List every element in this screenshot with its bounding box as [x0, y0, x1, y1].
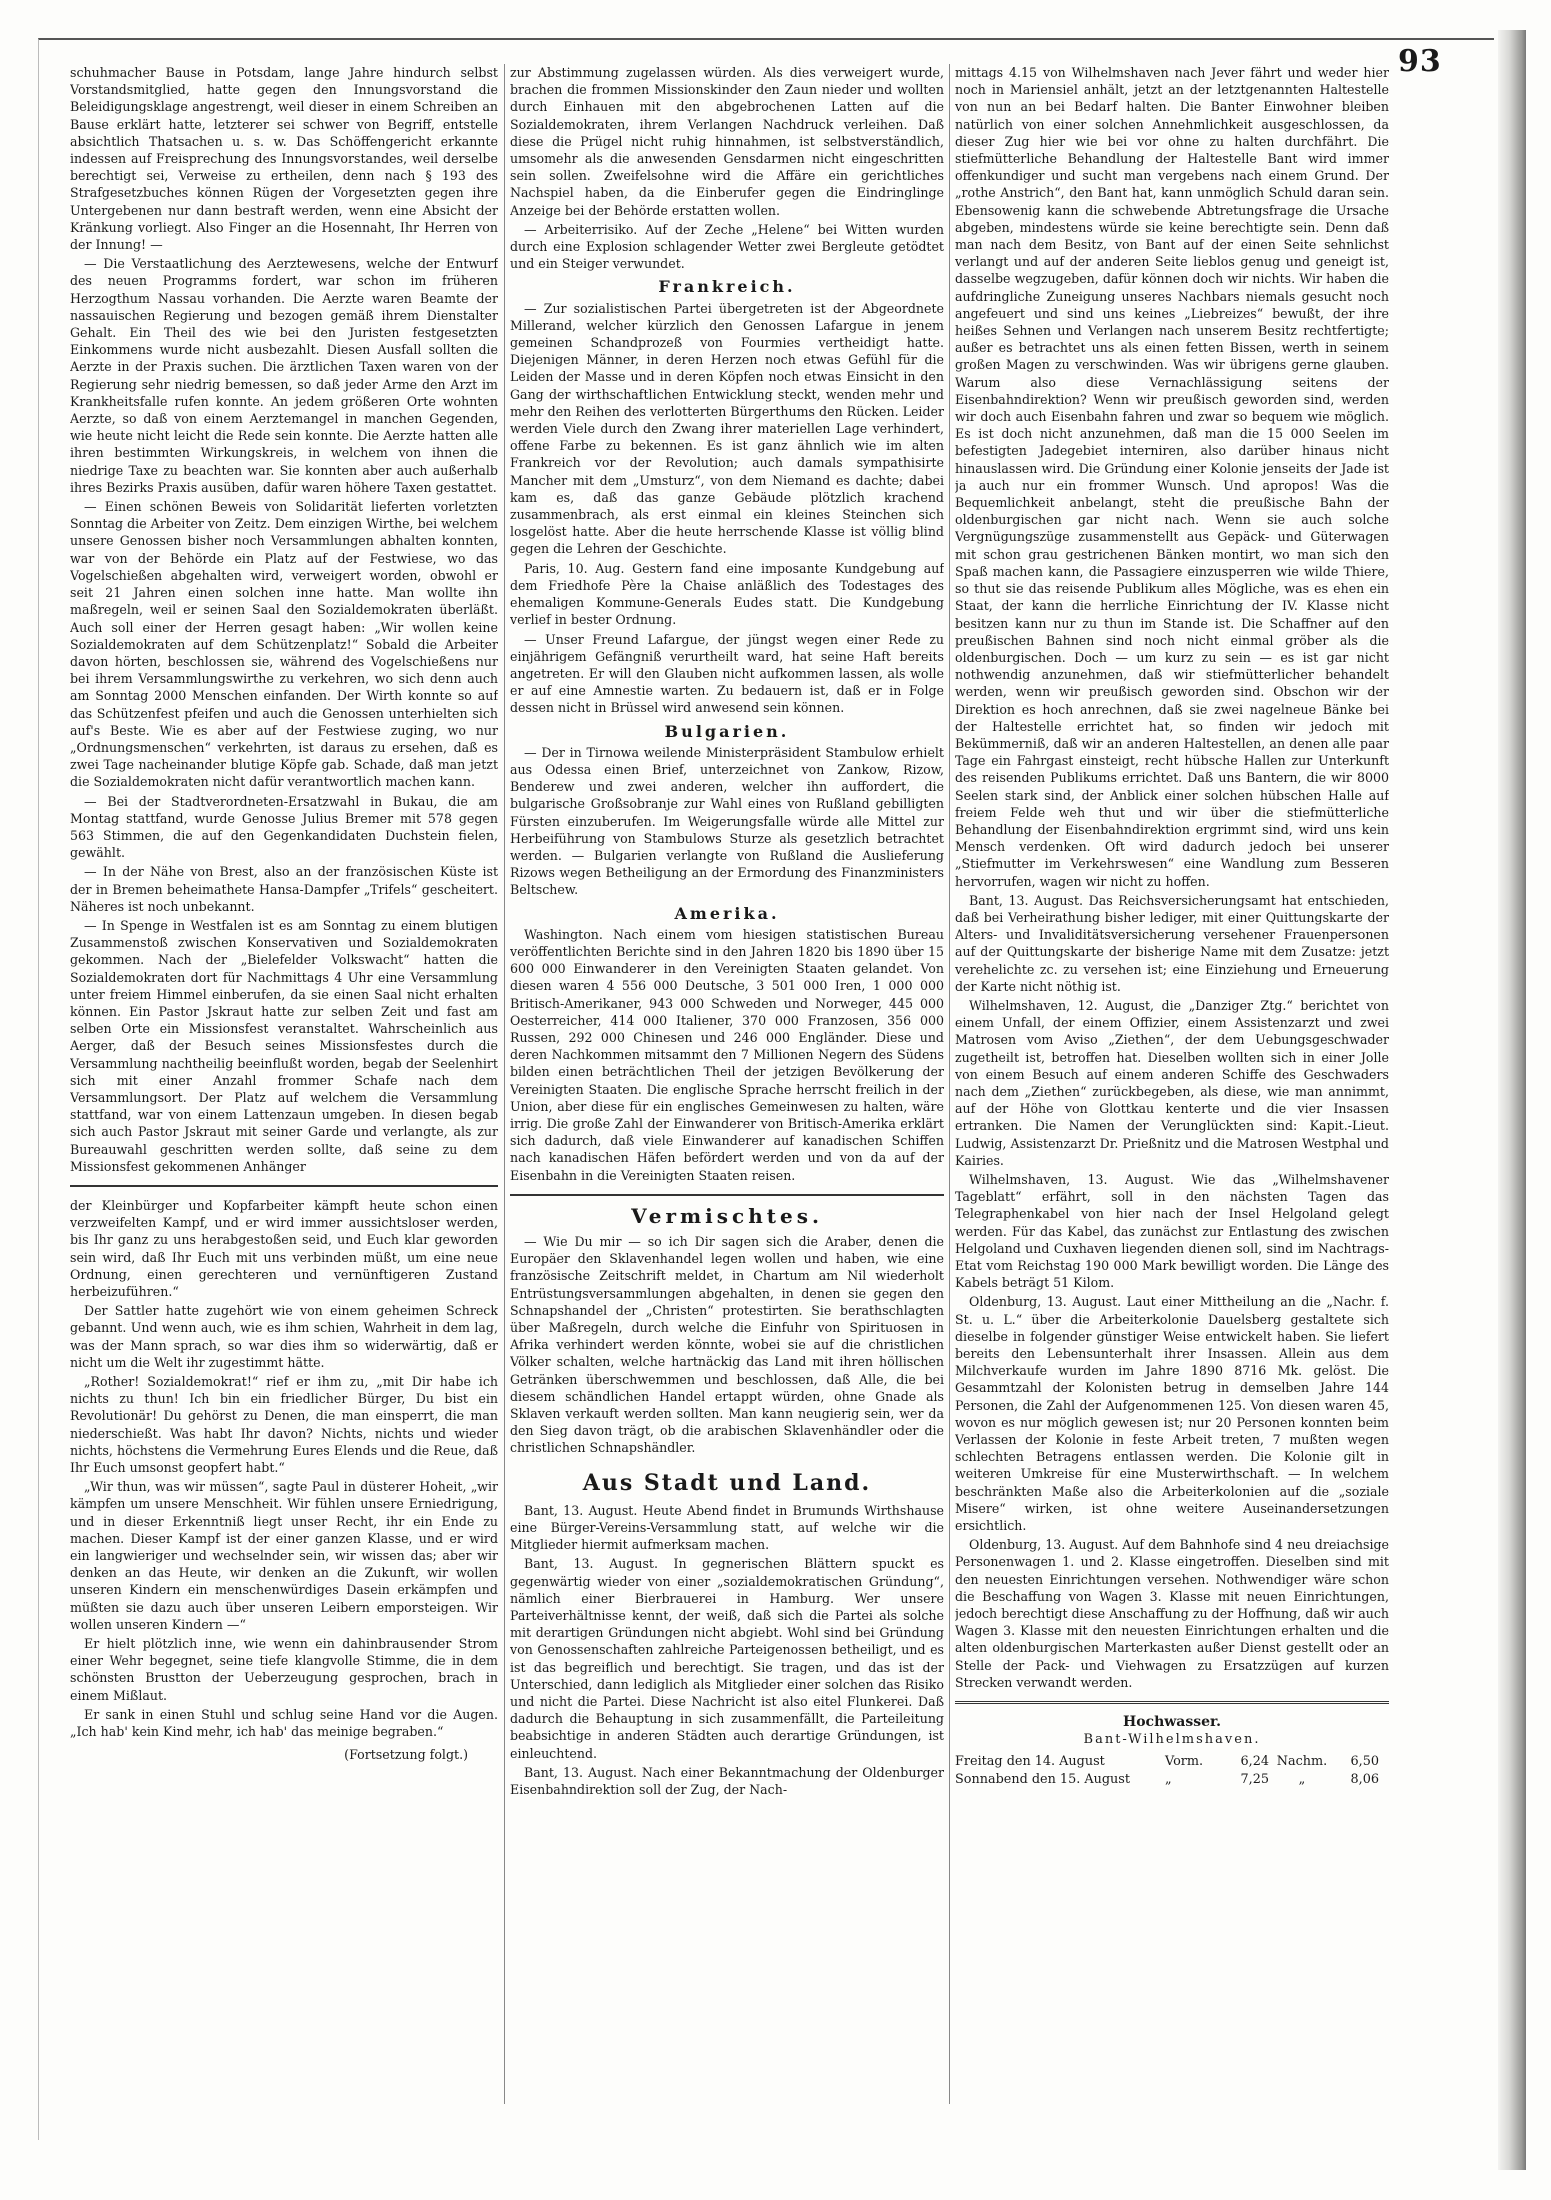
- tide-title: Hochwasser.: [1122, 1714, 1222, 1731]
- tide-nachm-time: 8,06: [1350, 1771, 1379, 1787]
- article-paragraph: — Arbeiterrisiko. Auf der Zeche „Helene“ bei Witten wurden durch eine Explosion schlagender Wetter zwei Bergleute getödtet und ein Steiger verwundet.: [510, 221, 944, 272]
- article-paragraph: — Zur sozialistischen Partei übergetreten ist der Abgeordnete Millerand, welcher kürzlich den Genossen Lafargue in jenem gemeinen Schandprozeß von Fourmies vertheidigt hatte. Diejenigen Männer, in deren Herzen noch etwas Gefühl für die Leiden der Masse und in deren Köpfen noch etwas Einsicht in den Gang der wirthschaftlichen Entwicklung steckt, wenden mehr und mehr den Reihen des verlotterten Bürgerthums den Rücken. Leider werden Viele durch den Zwang ihrer materiellen Lage verhindert, offene Farbe zu bekennen. Es ist ganz ähnlich wie im alten Frankreich vor der Revolution; auch damals sympathisirte Mancher mit dem „Umsturz“, von dem Niemand es dachte; dabei kam es, daß das ganze Gebäude plötzlich krachend zusammenbrach, als erst einmal ein kleines Steinchen sich losgelöst hatte. Aber die heute herrschende Klasse ist völlig blind gegen die Lehren der Geschichte.: [510, 300, 944, 557]
- tide-vorm-label: „: [1165, 1771, 1172, 1787]
- section-heading-frankreich: Frankreich.: [658, 277, 796, 297]
- article-paragraph: Wilhelmshaven, 12. August, die „Danziger Ztg.“ berichtet von einem Unfall, der einem Offizier, einem Assistenzarzt und zwei Matrosen vom Aviso „Ziethen“, der dem Uebungsgeschwader zugetheilt ist, betroffen hat. Dieselben wollten sich in einer Jolle von einem Besuch auf einem anderen Schiffe des Geschwaders nach dem „Ziethen“ zurückbegeben, als diese, wie man annimmt, auf der Höhe von Glottkau kenterte und die vier Insassen ertranken. Die Namen der Verunglückten sind: Kapit.-Lieut. Ludwig, Assistenzarzt Dr. Prießnitz und die Matrosen Westphal und Kairies.: [955, 997, 1389, 1168]
- article-paragraph: mittags 4.15 von Wilhelmshaven nach Jever fährt und weder hier noch in Mariensiel anhält, jetzt an der letztgenannten Haltestelle von nun an bei Bedarf halten. Die Banter Einwohner bleiben natürlich von einer solchen Annehmlichkeit ausgeschlossen, da dieser Zug hier wie bei vor ohne zu halten durchfährt. Die stiefmütterliche Behandlung der Haltestelle Bant wird immer offenkundiger und sucht man vergebens nach einem Grund. Der „rothe Anstrich“, den Bant hat, kann unmöglich Schuld daran sein. Ebensowenig kann die schwebende Abtretungsfrage die Ursache abgeben, mindestens würde sie keine berechtigte sein. Denn daß man nach dem Besitz, von Bant auf der einen Seite sehnlichst verlangt und auf der anderen Seite lieblos genug und geneigt ist, dasselbe wegzugeben, dafür können doch wir nichts. Wir haben die aufdringliche Zuneigung unseres Nachbars niemals gesucht noch angefeuert und sind uns keines „Liebreizes“ bewußt, der ihre heißes Sehnen und Verlangen nach unserem Besitz rechtfertigte; außer es betrachtet uns als einen fetten Bissen, werth in seinem großen Magen zu verschwinden. Was wir übrigens gerne glauben. Warum also diese Vernachlässigung seitens der Eisenbahndirektion? Wenn wir preußisch geworden sind, werden wir doch auch Eisenbahn fahren und zwar so bequem wie möglich. Es ist doch nicht anzunehmen, daß man die 15 000 Seelen im befestigten Jadegebiet interniren, also darüber hinaus nicht hinauslassen wird. Die Gründung einer Kolonie jenseits der Jade ist ja auch nur ein frommer Wunsch. Und apropos! Was die Bequemlichkeit anbelangt, steht die preußische Bahn der oldenburgischen gar nicht nach. Wenn sie auch solche Vergnügungszüge zusammenstellt aus Gepäck- und Güterwagen mit schon grau gestrichenen Bänken montirt, wo man sich den Spaß machen kann, die Passagiere einzusperren wie wilde Thiere, so thut sie das reisende Publikum alles Mögliche, was es ehen ein Staat, der kann die herrliche Einrichtung der IV. Klasse nicht besitzen kann nur zu thun im Stande ist. Die Schaffner auf den preußischen Bahnen sind noch nicht einmal gröber als die oldenburgischen. Doch — um kurz zu sein — es ist gar nicht nothwendig anzunehmen, daß wir stiefmütterlicher behandelt werden, wenn wir preußisch geworden sind. Obschon wir der Direktion es hoch anrechnen, daß sie zwei nagelneue Bänke bei der Haltestelle errichtet hat, so finden wir jedoch mit Bekümmerniß, daß wir an anderen Haltestellen, an denen alle paar Tage ein Fahrgast einsteigt, recht hübsche Hallen zur Unterkunft des reisenden Publikums errichtet. Daß uns Bantern, die wir 8000 Seelen stark sind, der Anblick einer solchen hübschen Halle auf freiem Felde weh thut und wir über die stiefmütterliche Behandlung der Eisenbahndirektion ergrimmt sind, wird uns kein Mensch verdenken. Oft wird dadurch jedoch bei unserer „Stiefmutter im Verkehrswesen“ eine Wandlung zum Besseren hervorrufen, wagen wir nicht zu hoffen.: [955, 65, 1389, 889]
- tide-row: [955, 1771, 1389, 1789]
- article-paragraph: — In Spenge in Westfalen ist es am Sonntag zu einem blutigen Zusammenstoß zwischen Konservativen und Sozialdemokraten gekommen. Nach der „Bielefelder Volkswacht“ hatten die Sozialdemokraten dort für Nachmittags 4 Uhr eine Versammlung unter freiem Himmel einberufen, da sie einen Saal nicht erhalten können. Ein Pastor Jskraut hatte zur selben Zeit und fast am selben Orte ein Missionsfest veranstaltet. Wahrscheinlich aus Aerger, daß der Besuch seines Missionsfestes durch die Versammlung nachtheilig beeinflußt worden, begab der Seelenhirt sich mit einer Anzahl frommer Schafe nach dem Versammlungsort. Der Platz auf welchem die Versammlung stattfand, war von einem Lattenzaun umgeben. In diesen begab sich auch Pastor Jskraut mit seiner Garde und verlangte, als zur Bureauwahl geschritten werden sollte, daß seine zu dem Missionsfest gekommenen Anhänger: [70, 917, 498, 1174]
- tide-vorm-time: 7,25: [1240, 1771, 1269, 1787]
- article-paragraph: — Bei der Stadtverordneten-Ersatzwahl in Bukau, die am Montag stattfand, wurde Genosse Julius Bremer mit 578 gegen 563 Stimmen, die auf den Gegenkandidaten Duchstein fielen, gewählt.: [70, 793, 498, 861]
- feuilleton-paragraph: Er sank in einen Stuhl und schlug seine Hand vor die Augen. „Ich hab' kein Kind mehr, ich hab' das meinige begraben.“: [70, 1706, 498, 1740]
- article-paragraph: — Unser Freund Lafargue, der jüngst wegen einer Rede zu einjährigem Gefängniß verurtheilt ward, hat seine Haft bereits angetreten. Er will den Glauben nicht aufkommen lassen, als wolle er auf eine Amnestie warten. Zu bedauern ist, daß er in Folge dessen nicht in Brüssel wird anwesend sein können.: [510, 631, 944, 716]
- column-rule-2: [949, 64, 950, 2104]
- article-paragraph: Bant, 13. August. Das Reichsversicherungsamt hat entschieden, daß bei Verheirathung bisher lediger, mit einer Quittungskarte der Alters- und Invaliditätsversicherung versehener Frauenpersonen auf der Quittungskarte der bisherige Name mit dem Zusatze: jetzt verehelichte zc. zu versehen ist; eine Einziehung und Erneuerung der Karte nicht nöthig ist.: [955, 892, 1389, 994]
- column-3: [955, 64, 1389, 2114]
- article-paragraph: zur Abstimmung zugelassen würden. Als dies verweigert wurde, brachen die frommen Missionskinder den Zaun nieder und wollten durch Einhauen mit den abgebrochenen Latten auf die Sozialdemokraten, ihrem Verlangen Nachdruck verleihen. Daß diese die Prügel nicht ruhig hinnahmen, ist selbstverständlich, umsomehr als die anwesenden Gensdarmen nicht eingeschritten sein sollen. Zweifelsohne wird die Affäre ein gerichtliches Nachspiel haben, da die Einberufer gegen die Eindringlinge Anzeige bei der Behörde erstatten wollen.: [510, 65, 944, 218]
- tide-table: [955, 1714, 1389, 1788]
- tide-day: Sonnabend den 15. August: [955, 1771, 1130, 1787]
- tide-nachm-label: „: [1298, 1771, 1306, 1787]
- article-paragraph: Washington. Nach einem vom hiesigen statistischen Bureau veröffentlichten Berichte sind in den Jahren 1820 bis 1890 über 15 600 000 Einwanderer in den Vereinigten Staaten gelandet. Von diesen waren 4 556 000 Deutsche, 3 501 000 Iren, 1 000 000 Britisch-Amerikaner, 943 000 Schweden und Norweger, 445 000 Oesterreicher, 414 000 Italiener, 370 000 Franzosen, 356 000 Russen, 292 000 Chinesen und 246 000 Engländer. Diese und deren Nachkommen mitsammt den 7 Millionen Negern des Südens bilden einen beträchtlichen Theil der jetzigen Bevölkerung der Vereinigten Staaten. Die englische Sprache herrscht freilich in der Union, aber diese für ein englisches Gemeinwesen zu halten, wäre irrig. Die große Zahl der Einwanderer von Britisch-Amerika erklärt sich dadurch, daß viele Einwanderer auf kanadischen Schiffen nach kanadischen Häfen befördert werden und von da auf der Eisenbahn in die Vereinigten Staaten reisen.: [510, 926, 944, 1183]
- article-paragraph: schuhmacher Bause in Potsdam, lange Jahre hindurch selbst Vorstandsmitglied, hatte gegen den Innungsvorstand die Beleidigungsklage angestrengt, weil dieser in einem Schreiben an Bause erklärt hatte, letzterer sei schwer von Begriff, entstelle absichtlich Thatsachen u. s. w. Das Schöffengericht erkannte indessen auf Freisprechung des Innungsvorstandes, weil derselbe berechtigt sei, Verweise zu ertheilen, denn nach § 193 des Strafgesetzbuches können Rügen der Vorgesetzten gegen ihre Untergebenen nur dann bestraft werden, wenn eine Absicht der Kränkung vorliegt. Also Finger an die Hosennaht, Ihr Herren von der Innung! —: [70, 65, 498, 253]
- feuilleton-paragraph: der Kleinbürger und Kopfarbeiter kämpft heute schon einen verzweifelten Kampf, und er wird immer aussichtsloser werden, bis Ihr ganz zu uns herabgestoßen seid, und Euch klar geworden sein wird, daß Ihr Euch mit uns verbinden müßt, um eine neue Ordnung, einen gerechteren und vernünftigeren Zustand herbeizuführen.“: [70, 1198, 498, 1300]
- feuilleton-paragraph: Er hielt plötzlich inne, wie wenn ein dahinbrausender Strom einer Wehr begegnet, seine tiefe klangvolle Stimme, die in dem schönsten Brustton der Ueberzeugung gesprochen, brach in einem Mißlaut.: [70, 1636, 498, 1703]
- binding-spine: [1498, 30, 1526, 2170]
- section-heading-bulgarien: Bulgarien.: [664, 721, 790, 741]
- article-paragraph: — Der in Tirnowa weilende Ministerpräsident Stambulow erhielt aus Odessa einen Brief, unterzeichnet von Zankow, Rizow, Benderew und zwei anderen, welcher ihn auffordert, die bulgarische Großsobranje zur Wahl eines von Rußland gebilligten Fürsten einzuberufen. Im Weigerungsfalle würde alle Mittel zur Herbeiführung von Stambulows Sturze als gesetzlich betrachtet werden. — Bulgarien verlangte von Rußland die Auslieferung Rizows wegen Betheiligung an der Ermordung des Finanzministers Beltschew.: [510, 744, 944, 898]
- feuilleton-divider: [70, 1185, 498, 1187]
- column-1: [70, 64, 498, 2114]
- tide-vorm-label: Vorm.: [1165, 1753, 1204, 1769]
- article-paragraph: Wilhelmshaven, 13. August. Wie das „Wilhelmshavener Tageblatt“ erfährt, soll in den nächsten Tagen das Telegraphenkabel von hier nach der Insel Helgoland gelegt werden. Für das Kabel, das zunächst zur Entlastung des zwischen Helgoland und Cuxhaven liegenden dienen soll, sind im Nachtrags-Etat vom Reichstag 190 000 Mark bewilligt worden. Die Länge des Kabels beträgt 51 Kilom.: [955, 1172, 1389, 1291]
- section-heading-vermischtes: Vermischtes.: [631, 1203, 823, 1228]
- article-paragraph: Oldenburg, 13. August. Auf dem Bahnhofe sind 4 neu dreiachsige Personenwagen 1. und 2. Klasse eingetroffen. Dieselben sind mit den neuesten Einrichtungen versehen. Nothwendiger wäre schon die Beschaffung von Wagen 3. Klasse mit neuen Einrichtungen, jedoch berechtigt diese Anschaffung zu der Hoffnung, daß wir auch Wagen 3. Klasse mit den neuesten Einrichtungen erhalten und die alten oldenburgischen Marterkasten außer Dienst gestellt oder an Stelle der Pack- und Viehwagen zu Ersatzzügen auf kurzen Strecken verwandt werden.: [955, 1537, 1389, 1690]
- tide-table-divider: [955, 1701, 1389, 1704]
- article-paragraph: Bant, 13. August. Heute Abend findet in Brumunds Wirthshause eine Bürger-Vereins-Versammlung statt, auf welche wir die Mitglieder hiermit aufmerksam machen.: [510, 1502, 944, 1553]
- article-paragraph: Bant, 13. August. Nach einer Bekanntmachung der Oldenburger Eisenbahndirektion soll der Zug, der Nach-: [510, 1764, 944, 1798]
- article-paragraph: Oldenburg, 13. August. Laut einer Mittheilung an die „Nachr. f. St. u. L.“ über die Arbeiterkolonie Dauelsberg gestaltete sich dieselbe in folgender günstiger Weise entwickelt haben. Sie liefert bereits den Lebensunterhalt ihrer Insassen. Allein aus dem Milchverkaufe wurden im Jahre 1890 8716 Mk. gelöst. Die Gesammtzahl der Kolonisten betrug in demselben Jahre 144 Personen, die Zahl der Aufgenommenen 125. Von diesen waren 45, wovon es nur möglich gewesen ist; nur 20 Personen konnten beim Verlassen der Kolonie in feste Arbeit treten, 7 mußten wegen schlechten Betragens entlassen werden. Die Kolonie gilt in weiteren Umkreise für eine Musterwirthschaft. — In welchem beschränkten Maße also die Arbeiterkolonien auf die „soziale Misere“ wirken, ist ohne weitere Auseinandersetzungen ersichtlich.: [955, 1294, 1389, 1534]
- column-2: [510, 64, 944, 2114]
- feuilleton-paragraph: „Wir thun, was wir müssen“, sagte Paul in düsterer Hoheit, „wir kämpfen um unsere Menschheit. Wir fühlen unsere Erniedrigung, und in dieser Erkenntniß liegt unser Recht, ihr ein Ende zu machen. Dieser Kampf ist der einer ganzen Klasse, und er wird ein langwieriger und wechselnder sein, wir wissen das; aber wir denken an das Heute, wir denken an die Zukunft, wir wollen unseren Kindern ein menschenwürdiges Dasein erkämpfen und müßten sie dazu auch über unseren Leibern emporsteigen. Wir wollen unseren Kindern —“: [70, 1479, 498, 1632]
- feuilleton-paragraph: Der Sattler hatte zugehört wie von einem geheimen Schreck gebannt. Und wenn auch, wie es ihm schien, Wahrheit in dem lag, was der Mann sprach, so war dies ihm so widerwärtig, daß er nicht um die Welt ihr zugestimmt hätte.: [70, 1303, 498, 1370]
- article-paragraph: — Einen schönen Beweis von Solidarität lieferten vorletzten Sonntag die Arbeiter von Zeitz. Dem einzigen Wirthe, bei welchem unsere Genossen bisher noch Versammlungen abhalten konnten, war von der Behörde ein Platz auf der Festwiese, wo das Vogelschießen abgehalten wird, verweigert worden, obwohl er seit 21 Jahren einen solchen inne hatte. Man wollte ihn maßregeln, weil er seinen Saal den Sozialdemokraten überläßt. Auch soll einer der Herren gesagt haben: „Wir wollen keine Sozialdemokraten auf dem Schützenplatz!“ Sobald die Arbeiter davon hörten, beschlossen sie, während des Vogelschießens nur bei ihrem Versammlungswirthe zu verkehren, wo sich denn auch am Sonntag 2000 Menschen einfanden. Der Wirth konnte so auf das Schützenfest pfeifen und auch die Genossen unterhielten sich auf's Beste. Wie es aber auf der Festwiese zuging, wo nur „Ordnungsmenschen“ verkehrten, ist daraus zu ersehen, daß es zwei Tage nacheinander blutige Köpfe gab. Schade, daß man jetzt die Sozialdemokraten nicht dafür verantwortlich machen kann.: [70, 499, 498, 790]
- tide-nachm-label: Nachm.: [1276, 1753, 1328, 1769]
- tide-nachm-time: 6,50: [1350, 1753, 1379, 1769]
- continuation-note: (Fortsetzung folgt.): [344, 1747, 468, 1763]
- tide-vorm-time: 6,24: [1240, 1753, 1269, 1769]
- article-paragraph: Bant, 13. August. In gegnerischen Blättern spuckt es gegenwärtig wieder von einer „sozialdemokratischen Gründung“, nämlich einer Bierbrauerei in Hamburg. Wer unsere Parteiverhältnisse kennt, der weiß, daß sich die Partei als solche mit derartigen Gründungen nicht abgiebt. Wohl sind bei Gründung von Genossenschaften zahlreiche Parteigenossen betheiligt, und es ist das begreiflich und berechtigt. Sie tragen, und das ist der Unterschied, dann lediglich als Mitglieder einer solchen das Risiko und nicht die Partei. Diese Nachricht ist also eitel Flunkerei. Daß dadurch die Behauptung in sich zusammenfällt, die Parteileitung beabsichtige in anderen Städten auch derartige Gründungen, ist einleuchtend.: [510, 1556, 944, 1761]
- page-number: 93: [1398, 44, 1442, 79]
- col1-feuilleton: [70, 1197, 498, 1764]
- section-heading-amerika: Amerika.: [674, 903, 780, 923]
- article-paragraph: — Die Verstaatlichung des Aerztewesens, welche der Entwurf des neuen Programms fordert, war schon im früheren Herzogthum Nassau vorhanden. Die Aerzte waren Beamte der nassauischen Regierung und bezogen gemäß ihrem Dienstalter Gehalt. Ein Theil des wie bei den Juristen festgesetzten Einkommens wurde nicht ausbezahlt. Diesen Ausfall sollten die Aerzte in der Praxis suchen. Die ärztlichen Taxen waren von der Regierung sehr niedrig bemessen, so daß jeder Arme den Arzt im Krankheitsfalle rufen konnte. An jedem größeren Orte wohnten Aerzte, so daß von einem Aerztemangel in manchen Gegenden, wie heute nicht leicht die Rede sein konnte. Die Aerzte hatten alle ihren bestimmten Wirkungskreis, in welchem von ihnen die niedrige Taxe zu beachten war. Sie konnten aber auch außerhalb ihres Bezirks Praxis ausüben, dafür waren höhere Taxen gestattet.: [70, 256, 498, 495]
- column-rule-1: [504, 64, 505, 2104]
- section-heading-stadt-und-land: Aus Stadt und Land.: [582, 1469, 872, 1496]
- article-paragraph: Paris, 10. Aug. Gestern fand eine imposante Kundgebung auf dem Friedhofe Père la Chaise anläßlich des Todestages des ehemaligen Kommune-Generals Eudes statt. Die Kundgebung verlief in bester Ordnung.: [510, 560, 944, 628]
- tide-place: Bant-Wilhelmshaven.: [1083, 1732, 1261, 1748]
- tide-day: Freitag den 14. August: [955, 1753, 1105, 1769]
- article-paragraph: — In der Nähe von Brest, also an der französischen Küste ist der in Bremen beheimathete Hansa-Dampfer „Trifels“ gescheitert. Näheres ist noch unbekannt.: [70, 864, 498, 914]
- feuilleton-paragraph: „Rother! Sozialdemokrat!“ rief er ihm zu, „mit Dir habe ich nichts zu thun! Ich bin ein friedlicher Bürger, Du bist ein Revolutionär! Du gehörst zu Denen, die man einsperrt, die man niederschießt. Was habt Ihr davon? Nichts, nichts und wieder nichts, höchstens die Vermehrung Eures Elends und die Reue, daß Ihr Euch umsonst geopfert habt.“: [70, 1374, 498, 1476]
- article-paragraph: — Wie Du mir — so ich Dir sagen sich die Araber, denen die Europäer den Sklavenhandel legen wollen und haben, wie eine französische Zeitschrift meldet, in Chartum am Nil wiederholt Entrüstungsversammlungen abgehalten, in denen sie gegen den Schnapshandel der „Christen“ protestirten. Sie berathschlagten über Maßregeln, durch welche die Einfuhr von Spirituosen in Afrika verhindert werden könnte, wobei sie auf die christlichen Völker schalten, welche hartnäckig das Land mit ihren höllischen Getränken überschwemmen und beschlossen, daß Alle, die bei diesem schändlichen Handel ertappt würden, ohne Gnade als Sklaven verkauft werden sollten. Man kann neugierig sein, wer da den Sieg davon trägt, ob die arabischen Sklavenhändler oder die christlichen Schnapshändler.: [510, 1234, 944, 1456]
- tide-row: [955, 1753, 1389, 1771]
- col1-news: [70, 64, 498, 1175]
- section-divider: [510, 1194, 944, 1196]
